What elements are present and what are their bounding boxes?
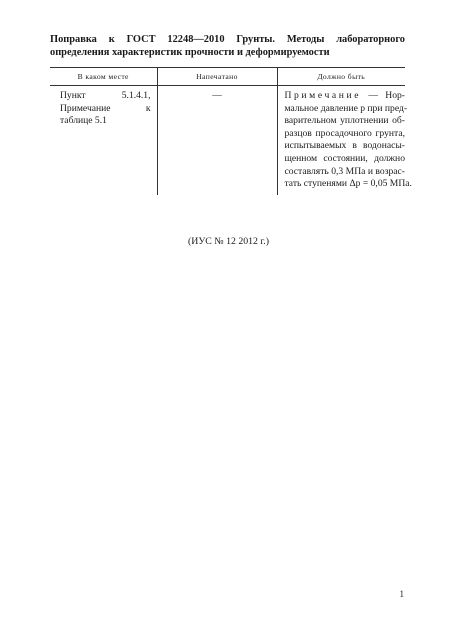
cell-where bbox=[50, 86, 157, 195]
should-line: составлять 0,3 МПа и возрас- bbox=[284, 165, 405, 177]
should-line: разцов просадочного грунта, bbox=[284, 127, 405, 139]
header-where: В каком месте bbox=[50, 68, 157, 86]
cell-should-be bbox=[277, 86, 412, 195]
should-line: мальное давление p при пред- bbox=[284, 102, 408, 114]
header-printed: Напечатано bbox=[157, 68, 277, 86]
where-line: Пункт 5.1.4.1, bbox=[60, 90, 151, 101]
should-line: щенном состоянии, должно bbox=[284, 152, 405, 164]
document-title: Поправка к ГОСТ 12248—2010 Грунты. Методы лабораторного определения характеристик прочности и деформируемости bbox=[50, 34, 405, 58]
cell-printed: — bbox=[157, 86, 277, 195]
header-should-be: Должно быть bbox=[277, 68, 405, 86]
where-line: таблице 5.1 bbox=[60, 115, 107, 127]
source-note: (ИУС № 12 2012 г.) bbox=[188, 236, 269, 247]
should-line: варительном уплотнении об- bbox=[284, 115, 405, 127]
should-line: тать ступенями Δp = 0,05 МПа. bbox=[284, 178, 412, 190]
correction-table-container bbox=[50, 67, 412, 195]
table-header-row bbox=[50, 68, 405, 86]
correction-table bbox=[50, 67, 412, 195]
should-line: испытываемых в водонасы- bbox=[284, 140, 405, 152]
table-row bbox=[50, 86, 405, 195]
where-line: Примечание к bbox=[60, 102, 151, 114]
should-line bbox=[285, 90, 406, 103]
should-line-text: — Нор- bbox=[368, 90, 405, 101]
page-number: 1 bbox=[399, 589, 404, 599]
note-label: Примечание bbox=[284, 90, 362, 101]
